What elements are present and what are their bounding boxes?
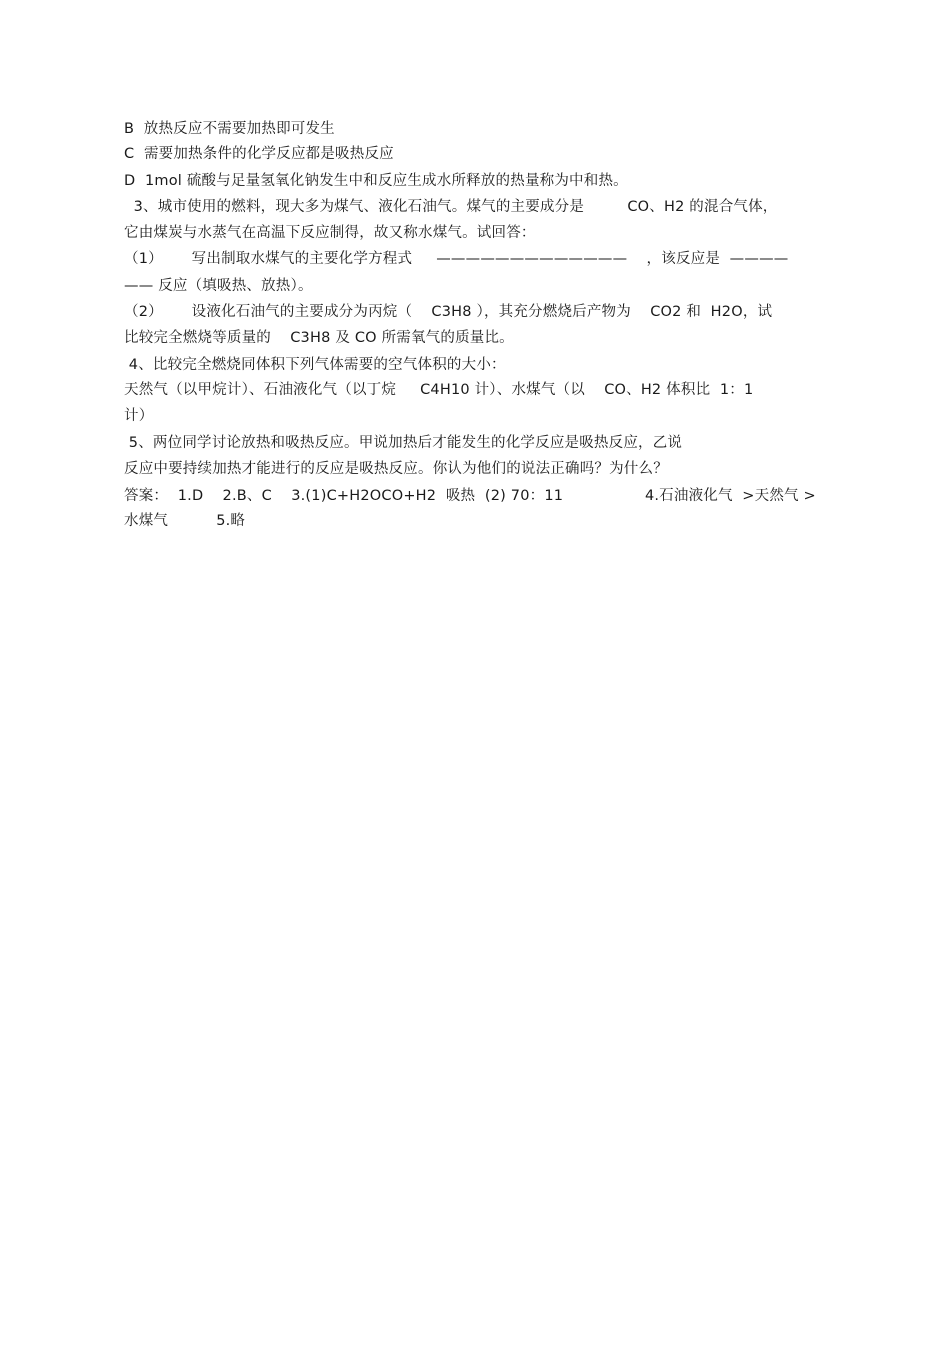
question-3-part-2-line-2: 比较完全燃烧等质量的 C3H8 及 CO 所需氧气的质量比。 bbox=[124, 330, 514, 346]
question-4-line-2: 天然气（以甲烷计）、石油液化气（以丁烷 C4H10 计）、水煤气（以 CO、H2 体积比 1：1 bbox=[124, 382, 754, 398]
option-d-line: D 1mol 硫酸与足量氢氧化钠发生中和反应生成水所释放的热量称为中和热。 bbox=[124, 173, 628, 189]
question-3-part-1-line-2: —— 反应（填吸热、放热）。 bbox=[124, 278, 313, 294]
question-3-part-1-line-1: （1） 写出制取水煤气的主要化学方程式 ————————————— ，该反应是 ———— bbox=[124, 251, 789, 267]
question-4-line-1: 4、比较完全燃烧同体积下列气体需要的空气体积的大小： bbox=[124, 357, 506, 373]
answers-line-1: 答案： 1.D 2.B、C 3.(1)C+H2OCO+H2 吸热 (2) 70：11 4.石油液化气 >天然气 > bbox=[124, 488, 816, 504]
question-4-line-3: 计） bbox=[124, 408, 154, 424]
option-b-line: B 放热反应不需要加热即可发生 bbox=[124, 121, 335, 137]
question-3-line-1: 3、城市使用的燃料，现大多为煤气、液化石油气。煤气的主要成分是 CO、H2 的混合气体， bbox=[124, 199, 778, 215]
question-3-part-2-line-1: （2） 设液化石油气的主要成分为丙烷（ C3H8 ），其充分燃烧后产物为 CO2 和 H2O，试 bbox=[124, 304, 773, 320]
answers-line-2: 水煤气 5.略 bbox=[124, 513, 246, 529]
question-5-line-1: 5、两位同学讨论放热和吸热反应。甲说加热后才能发生的化学反应是吸热反应，乙说 bbox=[124, 435, 683, 451]
option-c-line: C 需要加热条件的化学反应都是吸热反应 bbox=[124, 146, 394, 162]
question-5-line-2: 反应中要持续加热才能进行的反应是吸热反应。你认为他们的说法正确吗？为什么？ bbox=[124, 461, 668, 477]
question-3-line-2: 它由煤炭与水蒸气在高温下反应制得，故又称水煤气。试回答： bbox=[124, 225, 536, 241]
